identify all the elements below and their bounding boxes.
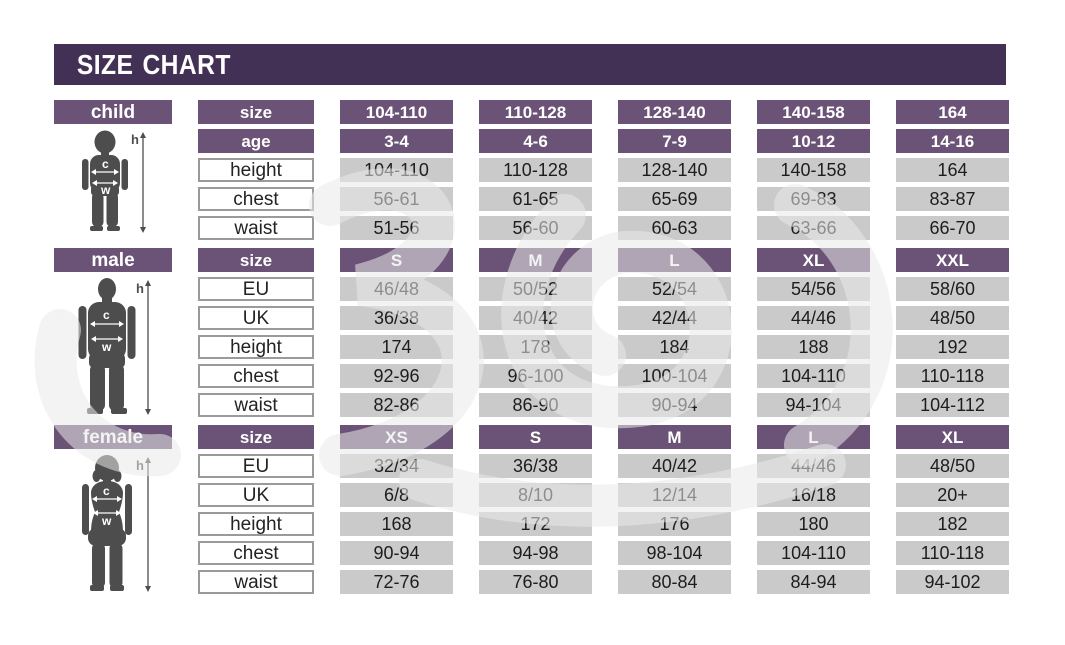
value-cell: 110-128: [479, 158, 592, 182]
female-figure-icon: [57, 455, 169, 595]
row-header-label: size: [198, 100, 314, 124]
waist-marker: w: [101, 183, 111, 197]
value-cell: 80-84: [618, 570, 731, 594]
value-cell: 58/60: [896, 277, 1009, 301]
page-title-banner: [54, 44, 1006, 85]
size-header-cell: L: [757, 425, 870, 449]
row-label: EU: [198, 454, 314, 478]
value-cell: 46/48: [340, 277, 453, 301]
row-label: height: [198, 158, 314, 182]
value-cell: 104-112: [896, 393, 1009, 417]
size-header-cell: 110-128: [479, 100, 592, 124]
value-cell: 128-140: [618, 158, 731, 182]
value-cell: 44/46: [757, 454, 870, 478]
value-cell: 90-94: [340, 541, 453, 565]
size-header-cell: 3-4: [340, 129, 453, 153]
size-header-cell: XXL: [896, 248, 1009, 272]
section-label-child: child: [54, 100, 172, 124]
height-marker: h: [136, 281, 144, 296]
value-cell: 178: [479, 335, 592, 359]
value-cell: 36/38: [479, 454, 592, 478]
value-cell: 184: [618, 335, 731, 359]
size-header-cell: M: [479, 248, 592, 272]
value-cell: 174: [340, 335, 453, 359]
value-cell: 32/34: [340, 454, 453, 478]
size-tables: [54, 100, 1006, 594]
section-child: [54, 100, 1006, 240]
value-cell: 168: [340, 512, 453, 536]
size-header-cell: 140-158: [757, 100, 870, 124]
size-chart-page: [54, 44, 1006, 594]
child-figure-cell: [54, 129, 172, 240]
value-cell: 110-118: [896, 364, 1009, 388]
size-header-cell: XL: [896, 425, 1009, 449]
value-cell: 69-83: [757, 187, 870, 211]
chest-marker: c: [102, 157, 109, 171]
value-cell: 104-110: [757, 541, 870, 565]
row-label: waist: [198, 570, 314, 594]
section-female: [54, 425, 1006, 594]
row-header-label: age: [198, 129, 314, 153]
size-header-cell: 14-16: [896, 129, 1009, 153]
value-cell: 72-76: [340, 570, 453, 594]
value-cell: 172: [479, 512, 592, 536]
value-cell: 94-104: [757, 393, 870, 417]
value-cell: 140-158: [757, 158, 870, 182]
value-cell: 98-104: [618, 541, 731, 565]
row-label: height: [198, 512, 314, 536]
value-cell: 192: [896, 335, 1009, 359]
size-header-cell: L: [618, 248, 731, 272]
value-cell: 104-110: [340, 158, 453, 182]
value-cell: 20+: [896, 483, 1009, 507]
size-header-cell: 7-9: [618, 129, 731, 153]
value-cell: 52/54: [618, 277, 731, 301]
row-label: UK: [198, 306, 314, 330]
section-male: [54, 248, 1006, 417]
value-cell: 188: [757, 335, 870, 359]
chest-marker: c: [103, 308, 110, 322]
value-cell: 48/50: [896, 306, 1009, 330]
row-header-label: size: [198, 248, 314, 272]
height-marker: h: [131, 132, 139, 147]
value-cell: 83-87: [896, 187, 1009, 211]
value-cell: 180: [757, 512, 870, 536]
value-cell: 94-98: [479, 541, 592, 565]
row-label: height: [198, 335, 314, 359]
value-cell: 94-102: [896, 570, 1009, 594]
value-cell: 56-60: [479, 216, 592, 240]
row-header-label: size: [198, 425, 314, 449]
value-cell: 42/44: [618, 306, 731, 330]
value-cell: 50/52: [479, 277, 592, 301]
value-cell: 12/14: [618, 483, 731, 507]
value-cell: 44/46: [757, 306, 870, 330]
value-cell: 54/56: [757, 277, 870, 301]
value-cell: 90-94: [618, 393, 731, 417]
male-figure-cell: [54, 277, 172, 417]
size-header-cell: 128-140: [618, 100, 731, 124]
value-cell: 16/18: [757, 483, 870, 507]
value-cell: 40/42: [618, 454, 731, 478]
row-label: waist: [198, 216, 314, 240]
waist-marker: w: [102, 340, 112, 354]
value-cell: 60-63: [618, 216, 731, 240]
size-header-cell: M: [618, 425, 731, 449]
row-label: waist: [198, 393, 314, 417]
waist-marker: w: [102, 514, 112, 528]
value-cell: 110-118: [896, 541, 1009, 565]
value-cell: 8/10: [479, 483, 592, 507]
value-cell: 84-94: [757, 570, 870, 594]
value-cell: 82-86: [340, 393, 453, 417]
row-label: chest: [198, 364, 314, 388]
value-cell: 63-66: [757, 216, 870, 240]
row-label: chest: [198, 541, 314, 565]
value-cell: 100-104: [618, 364, 731, 388]
value-cell: 76-80: [479, 570, 592, 594]
chest-marker: c: [103, 484, 110, 498]
row-label: UK: [198, 483, 314, 507]
page-title: SIZE CHART: [76, 48, 231, 80]
value-cell: 51-56: [340, 216, 453, 240]
value-cell: 65-69: [618, 187, 731, 211]
size-header-cell: XS: [340, 425, 453, 449]
value-cell: 104-110: [757, 364, 870, 388]
row-label: chest: [198, 187, 314, 211]
value-cell: 96-100: [479, 364, 592, 388]
size-header-cell: S: [340, 248, 453, 272]
section-label-female: female: [54, 425, 172, 449]
value-cell: 176: [618, 512, 731, 536]
value-cell: 61-65: [479, 187, 592, 211]
male-figure-icon: [57, 278, 169, 418]
value-cell: 36/38: [340, 306, 453, 330]
size-header-cell: 104-110: [340, 100, 453, 124]
female-figure-cell: [54, 454, 172, 594]
value-cell: 48/50: [896, 454, 1009, 478]
value-cell: 40/42: [479, 306, 592, 330]
size-header-cell: 10-12: [757, 129, 870, 153]
size-header-cell: 4-6: [479, 129, 592, 153]
child-figure-icon: [57, 130, 169, 238]
size-header-cell: XL: [757, 248, 870, 272]
value-cell: 66-70: [896, 216, 1009, 240]
value-cell: 92-96: [340, 364, 453, 388]
value-cell: 164: [896, 158, 1009, 182]
section-label-male: male: [54, 248, 172, 272]
value-cell: 56-61: [340, 187, 453, 211]
row-label: EU: [198, 277, 314, 301]
value-cell: 182: [896, 512, 1009, 536]
size-header-cell: S: [479, 425, 592, 449]
value-cell: 86-90: [479, 393, 592, 417]
height-marker: h: [136, 458, 144, 473]
size-header-cell: 164: [896, 100, 1009, 124]
value-cell: 6/8: [340, 483, 453, 507]
